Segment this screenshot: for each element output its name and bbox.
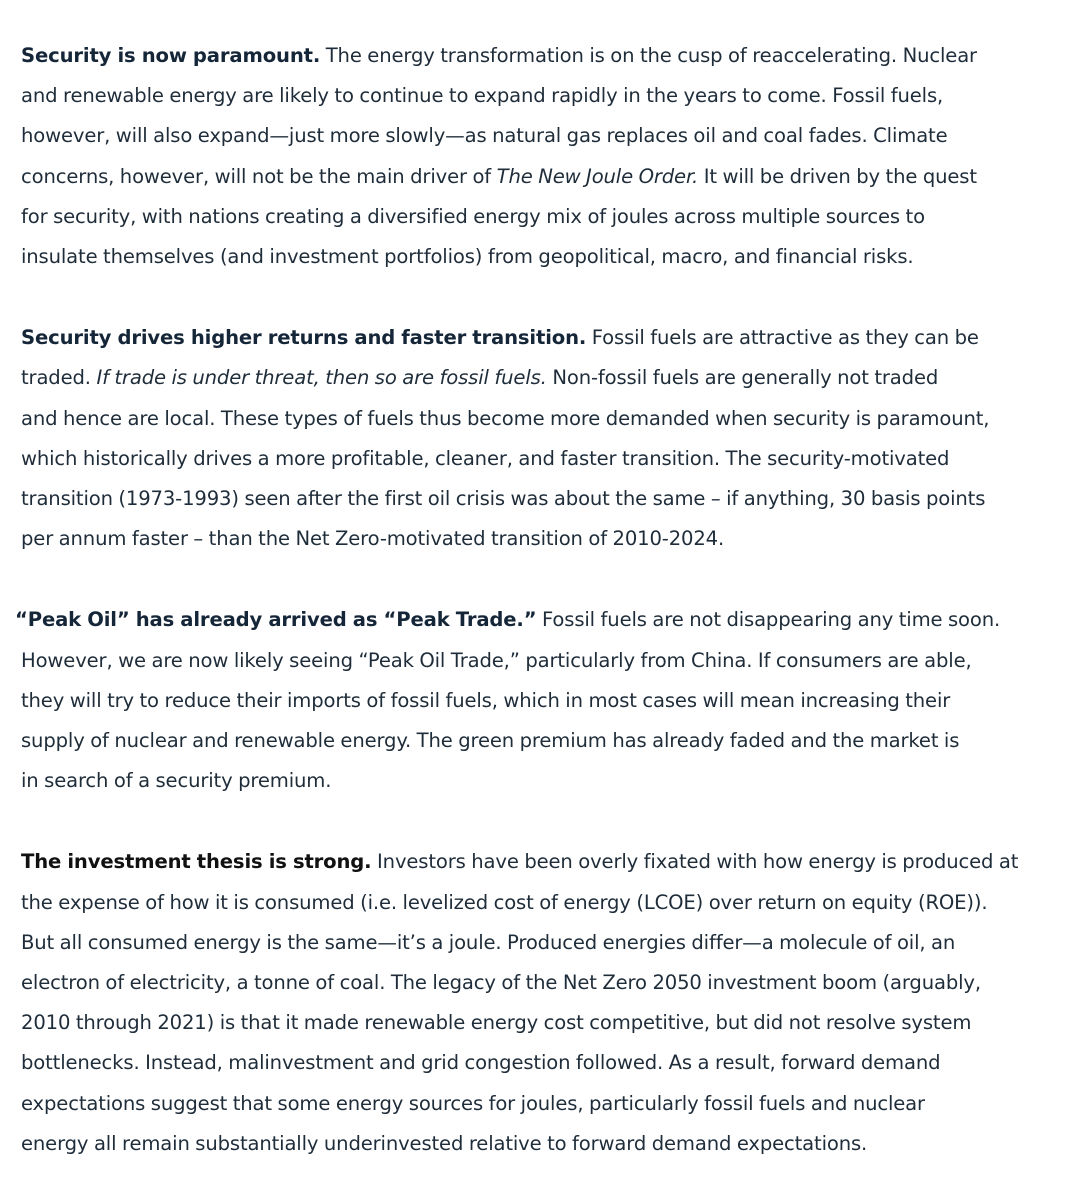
text-run: The energy transformation is on the cusp of reaccelerating. Nuclear (320, 44, 977, 67)
text-line: However, we are now likely seeing “Peak Oil Trade,” particularly from China. If consumers are able, (21, 648, 972, 672)
text-run: Fossil fuels are attractive as they can be (586, 326, 979, 350)
text-run: It will be driven by the quest (698, 164, 977, 188)
text-line: electron of electricity, a tonne of coal. The legacy of the Net Zero 2050 investment boom (arguably, (21, 971, 981, 995)
text-run: concerns, however, will not be the main driver of (21, 164, 497, 188)
text-line: for security, with nations creating a diversified energy mix of joules across multiple sources to (21, 204, 925, 228)
text-line: and hence are local. These types of fuels thus become more demanded when security is paramount, (21, 406, 990, 430)
text-line: energy all remain substantially underinvested relative to forward demand expectations. (21, 1131, 868, 1155)
text-run: Non-fossil fuels are generally not traded (546, 366, 939, 390)
text-line: however, will also expand—just more slowly—as natural gas replaces oil and coal fades. Climate (21, 124, 948, 148)
text-run: Investors have been overly fixated with how energy is produced at (371, 850, 1019, 874)
text-line: bottlenecks. Instead, malinvestment and grid congestion followed. As a result, forward demand (21, 1051, 941, 1075)
text-line: expectations suggest that some energy sources for joules, particularly fossil fuels and nuclear (21, 1091, 925, 1115)
text-line: supply of nuclear and renewable energy. The green premium has already faded and the market is (21, 729, 960, 753)
document-body (15, 36, 1051, 1164)
text-line: which historically drives a more profitable, cleaner, and faster transition. The security-motivated (21, 446, 950, 470)
text-line (15, 600, 1051, 640)
paragraph-heading: Security is now paramount. (21, 44, 321, 67)
text-line (21, 157, 1051, 197)
text-run: traded. (21, 366, 97, 390)
text-line (21, 36, 1051, 76)
text-line: they will try to reduce their imports of fossil fuels, which in most cases will mean increasing their (21, 688, 951, 712)
text-line: per annum faster – than the Net Zero-motivated transition of 2010-2024. (21, 527, 725, 551)
text-line (21, 358, 1051, 398)
text-line: in search of a security premium. (21, 769, 332, 793)
text-run: Fossil fuels are not disappearing any time soon. (536, 608, 1001, 632)
paragraph-security-drives-returns (21, 318, 1051, 559)
paragraph-investment-thesis (21, 842, 1051, 1164)
text-line: the expense of how it is consumed (i.e. levelized cost of energy (LCOE) over return on equity (ROE)). (21, 890, 988, 914)
text-line: and renewable energy are likely to continue to expand rapidly in the years to come. Fossil fuels, (21, 84, 944, 108)
paragraph-security-paramount (21, 36, 1051, 277)
text-line: transition (1973-1993) seen after the first oil crisis was about the same – if anything, 30 basis points (21, 487, 986, 511)
book-title: The New Joule Order. (496, 164, 699, 188)
paragraph-heading: Security drives higher returns and faster transition. (21, 326, 587, 350)
text-line (21, 318, 1051, 358)
text-line: 2010 through 2021) is that it made renewable energy cost competitive, but did not resolve system (21, 1011, 972, 1035)
paragraph-heading: “Peak Oil” has already arrived as “Peak Trade.” (15, 608, 537, 632)
text-line: insulate themselves (and investment portfolios) from geopolitical, macro, and financial risks. (21, 245, 914, 269)
emphasized-text: If trade is under threat, then so are fossil fuels. (96, 366, 547, 390)
text-line (21, 842, 1051, 882)
paragraph-heading: The investment thesis is strong. (21, 850, 372, 874)
paragraph-peak-oil (15, 600, 1051, 801)
text-line: But all consumed energy is the same—it’s a joule. Produced energies differ—a molecule of oil, an (21, 930, 956, 954)
